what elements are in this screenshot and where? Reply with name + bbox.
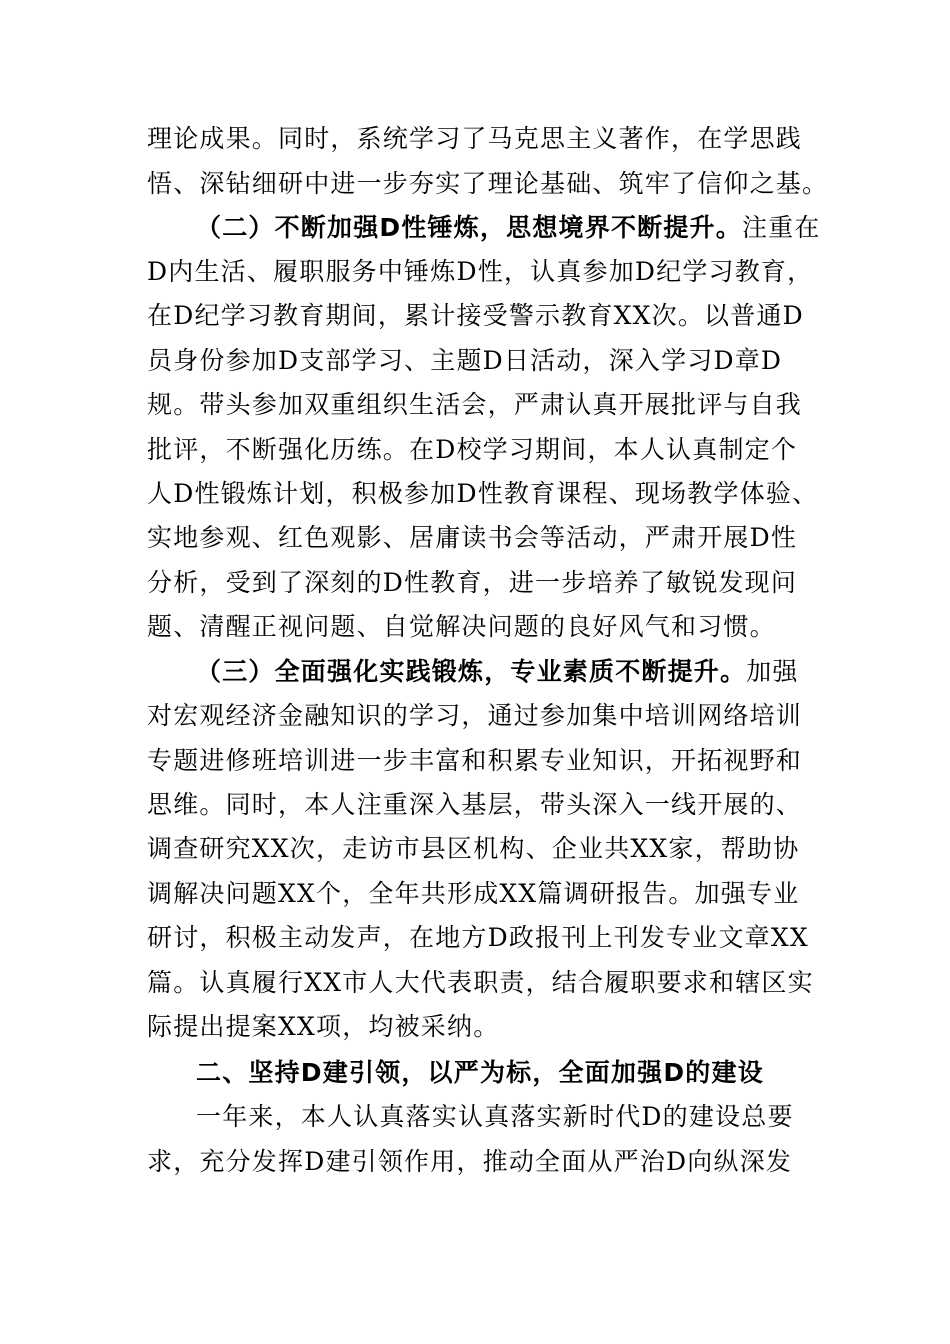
- chapter-heading: 二、坚持D建引领，以严为标，全面加强D的建设: [196, 1058, 764, 1087]
- paragraph-line: 批评，不断强化历练。在D校学习期间，本人认真制定个: [147, 435, 798, 464]
- section-heading-2: （二）不断加强D性锤炼，思想境界不断提升。: [196, 213, 742, 242]
- paragraph-line: 思维。同时，本人注重深入基层，带头深入一线开展的、: [147, 790, 803, 819]
- paragraph-line: 员身份参加D支部学习、主题D日活动，深入学习D章D: [147, 346, 783, 375]
- paragraph-line: 分析，受到了深刻的D性教育，进一步培养了敏锐发现问: [147, 568, 798, 597]
- paragraph-line: 一年来，本人认真落实认真落实新时代D的建设总要: [196, 1102, 794, 1131]
- paragraph-line: 专题进修班培训进一步丰富和积累专业知识，开拓视野和: [147, 746, 803, 775]
- paragraph-line: 对宏观经济金融知识的学习，通过参加集中培训网络培训: [147, 701, 803, 730]
- paragraph-line: 篇。认真履行XX市人大代表职责，结合履职要求和辖区实: [147, 968, 814, 997]
- paragraph-text: 注重在: [741, 213, 821, 242]
- paragraph-line: 理论成果。同时，系统学习了马克思主义著作，在学思践: [147, 124, 803, 153]
- paragraph-line: 悟、深钻细研中进一步夯实了理论基础、筑牢了信仰之基。: [147, 169, 829, 198]
- paragraph-line: 求，充分发挥D建引领作用，推动全面从严治D向纵深发: [147, 1147, 793, 1176]
- paragraph-line: 研讨，积极主动发声，在地方D政报刊上刊发专业文章XX: [147, 923, 809, 952]
- paragraph-line: 题、清醒正视问题、自觉解决问题的良好风气和习惯。: [147, 612, 776, 641]
- paragraph-line: 人D性锻炼计划，积极参加D性教育课程、现场教学体验、: [147, 479, 819, 508]
- paragraph-line: 际提出提案XX项，均被采纳。: [147, 1012, 500, 1041]
- section-heading-line: [196, 212, 886, 244]
- paragraph-text: 加强: [746, 657, 799, 686]
- section-heading-3: （三）全面强化实践锻炼，专业素质不断提升。: [196, 657, 747, 686]
- paragraph-line: D内生活、履职服务中锤炼D性，认真参加D纪学习教育，: [147, 257, 814, 286]
- paragraph-line: 调查研究XX次，走访市县区机构、企业共XX家，帮助协: [147, 834, 800, 863]
- paragraph-line: 规。带头参加双重组织生活会，严肃认真开展批评与自我: [147, 390, 803, 419]
- paragraph-line: 在D纪学习教育期间，累计接受警示教育XX次。以普通D: [147, 301, 804, 330]
- paragraph-line: 调解决问题XX个，全年共形成XX篇调研报告。加强专业: [147, 879, 800, 908]
- paragraph-line: 实地参观、红色观影、居庸读书会等活动，严肃开展D性: [147, 523, 798, 552]
- section-heading-line: [196, 656, 886, 688]
